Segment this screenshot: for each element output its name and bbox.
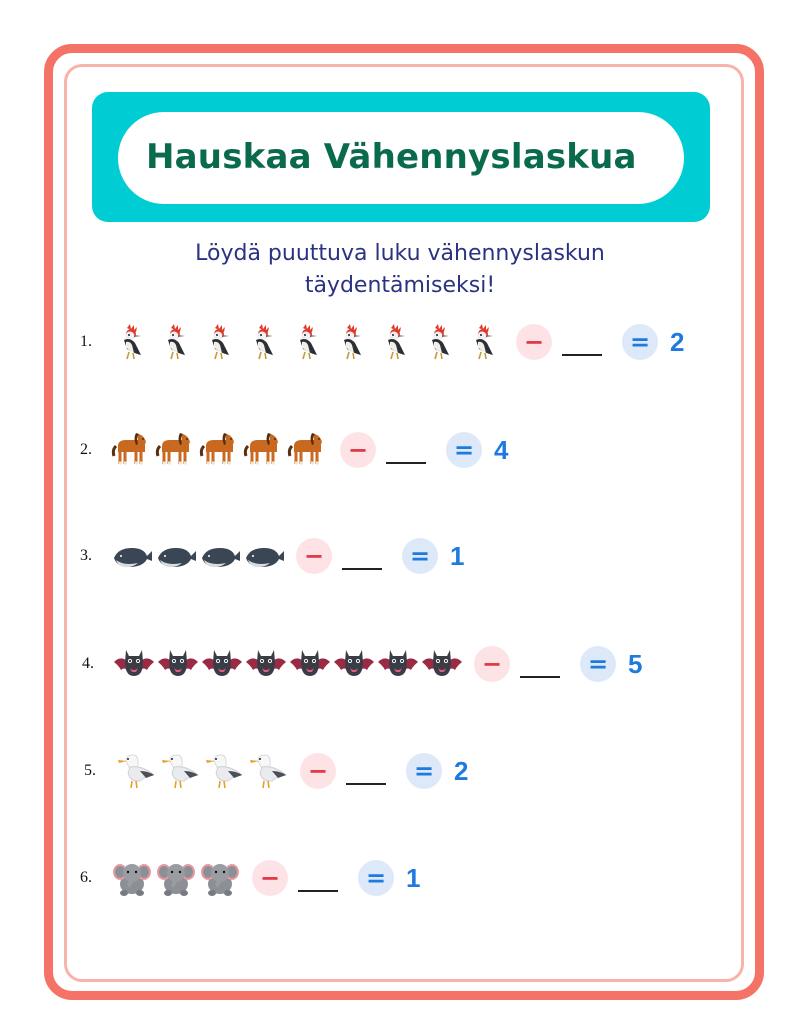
woodpecker-icon: [374, 322, 418, 362]
problem-row-4: [82, 644, 642, 684]
bat-icon: [332, 644, 376, 684]
answer-blank[interactable]: [298, 876, 338, 892]
whale-icon: [242, 536, 286, 576]
bat-icon: [288, 644, 332, 684]
woodpecker-icon: [418, 322, 462, 362]
bat-icon: [112, 644, 156, 684]
result-value: 2: [454, 755, 469, 786]
result-value: 4: [494, 434, 509, 465]
answer-blank[interactable]: [562, 340, 602, 356]
elephant-icon: [154, 858, 198, 898]
result-value: 5: [628, 648, 643, 679]
bat-icon: [156, 644, 200, 684]
woodpecker-icon: [110, 322, 154, 362]
horse-icon: [286, 430, 330, 470]
answer-blank[interactable]: [386, 448, 426, 464]
elephant-icon: [198, 858, 242, 898]
whale-icon: [198, 536, 242, 576]
woodpecker-icon: [462, 322, 506, 362]
woodpecker-icon: [198, 322, 242, 362]
minus-sign: −: [300, 753, 336, 789]
seagull-icon: [202, 751, 246, 791]
equals-sign: =: [580, 646, 616, 682]
bat-icon: [200, 644, 244, 684]
animal-group: [110, 430, 330, 470]
problem-row-1: [80, 322, 684, 362]
animal-group: [110, 858, 242, 898]
instructions-line-1: Löydä puuttuva luku vähennyslaskun: [195, 241, 605, 266]
seagull-icon: [158, 751, 202, 791]
minus-sign: −: [252, 860, 288, 896]
answer-blank[interactable]: [520, 662, 560, 678]
whale-icon: [154, 536, 198, 576]
problem-number: 6.: [80, 869, 92, 886]
answer-blank[interactable]: [346, 769, 386, 785]
equals-sign: =: [358, 860, 394, 896]
problem-row-2: [80, 430, 508, 470]
result-value: 1: [406, 862, 421, 893]
seagull-icon: [246, 751, 290, 791]
whale-icon: [110, 536, 154, 576]
minus-sign: −: [516, 324, 552, 360]
result-value: 1: [450, 540, 465, 571]
minus-sign: −: [340, 432, 376, 468]
equals-sign: =: [446, 432, 482, 468]
equals-sign: =: [402, 538, 438, 574]
instructions-line-2: täydentämiseksi!: [304, 273, 496, 298]
woodpecker-icon: [286, 322, 330, 362]
horse-icon: [154, 430, 198, 470]
problem-number: 2.: [80, 441, 92, 458]
woodpecker-icon: [242, 322, 286, 362]
animal-group: [114, 751, 290, 791]
bat-icon: [244, 644, 288, 684]
woodpecker-icon: [330, 322, 374, 362]
minus-sign: −: [474, 646, 510, 682]
problem-row-5: [84, 751, 468, 791]
problem-number: 3.: [80, 547, 92, 564]
problem-row-3: [80, 536, 464, 576]
problem-number: 5.: [84, 762, 96, 779]
answer-blank[interactable]: [342, 554, 382, 570]
problem-number: 4.: [82, 655, 94, 672]
page-title: Hauskaa Vähennyslaskua: [146, 137, 637, 177]
horse-icon: [242, 430, 286, 470]
result-value: 2: [670, 326, 685, 357]
animal-group: [110, 322, 506, 362]
woodpecker-icon: [154, 322, 198, 362]
minus-sign: −: [296, 538, 332, 574]
horse-icon: [198, 430, 242, 470]
instructions: [150, 238, 650, 302]
problem-number: 1.: [80, 333, 92, 350]
seagull-icon: [114, 751, 158, 791]
horse-icon: [110, 430, 154, 470]
animal-group: [112, 644, 464, 684]
bat-icon: [376, 644, 420, 684]
bat-icon: [420, 644, 464, 684]
problem-row-6: [80, 858, 420, 898]
elephant-icon: [110, 858, 154, 898]
equals-sign: =: [406, 753, 442, 789]
animal-group: [110, 536, 286, 576]
equals-sign: =: [622, 324, 658, 360]
